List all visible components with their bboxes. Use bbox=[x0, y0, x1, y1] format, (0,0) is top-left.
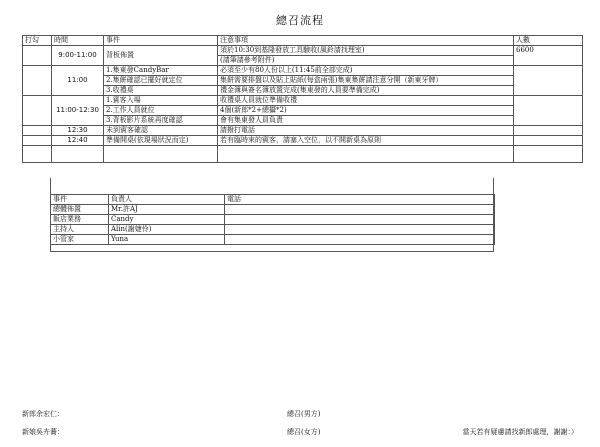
check-cell[interactable] bbox=[23, 66, 52, 96]
check-cell[interactable] bbox=[23, 126, 52, 136]
time-cell: 12:30 bbox=[52, 126, 104, 136]
note-cell: 請撥打電話 bbox=[218, 126, 514, 136]
event-cell: 2.工作人員就位 bbox=[104, 106, 218, 116]
note-cell: 必須至少有80人份以上(11:45前全部完成) bbox=[218, 66, 514, 76]
count-cell: 6600 bbox=[514, 46, 583, 66]
staff-header-phone: 電話 bbox=[225, 195, 495, 205]
check-cell[interactable] bbox=[23, 46, 52, 66]
page-title: 總召流程 bbox=[276, 14, 324, 27]
table-row bbox=[51, 205, 495, 215]
staff-phone bbox=[225, 205, 495, 215]
staff-person: Alin(謝婕伶) bbox=[109, 225, 225, 235]
note-cell: 須於10:30到基隆發放工具驗收(風鈴請找理室) bbox=[218, 46, 514, 56]
note-cell: (請筆請參考附件) bbox=[218, 56, 514, 66]
count-cell bbox=[514, 66, 583, 96]
event-cell: 1.賓客入場 bbox=[104, 96, 218, 106]
staff-phone bbox=[225, 235, 495, 245]
time-cell: 11:00 bbox=[52, 66, 104, 96]
staff-table bbox=[50, 194, 495, 245]
table-row bbox=[51, 235, 495, 245]
table-row bbox=[23, 46, 583, 56]
event-cell: 1.集東發CandyBar bbox=[104, 66, 218, 76]
header-check: 打勾 bbox=[23, 36, 52, 46]
coordinator-bride-side: 總召(女方) bbox=[287, 428, 321, 436]
staff-phone bbox=[225, 215, 495, 225]
check-cell[interactable] bbox=[23, 96, 52, 126]
check-cell[interactable] bbox=[23, 136, 52, 146]
staff-role: 小管家 bbox=[51, 235, 109, 245]
table-row bbox=[23, 106, 583, 116]
event-cell: 準備開桌(依現場狀況而定) bbox=[104, 136, 218, 146]
header-event: 事件 bbox=[104, 36, 218, 46]
table-row bbox=[23, 76, 583, 86]
schedule-header-row bbox=[23, 36, 583, 46]
staff-person: Candy bbox=[109, 215, 225, 225]
note-cell: 會有集東發人員負責 bbox=[218, 116, 514, 126]
staff-header-row bbox=[51, 195, 495, 205]
staff-header-person: 負責人 bbox=[109, 195, 225, 205]
count-cell bbox=[514, 136, 583, 146]
staff-role: 主持人 bbox=[51, 225, 109, 235]
note-cell: 收禮桌人員就位準備收禮 bbox=[218, 96, 514, 106]
event-cell bbox=[104, 146, 218, 163]
time-cell: 11:00-12:30 bbox=[52, 96, 104, 126]
time-cell: 12:40 bbox=[52, 136, 104, 146]
time-cell bbox=[52, 146, 104, 163]
table-row bbox=[23, 116, 583, 126]
note-cell: 集餅需要排盤以及貼上貼紙(每盒兩張)集東集餅請注意分開（新東牙牌） bbox=[218, 76, 514, 86]
event-cell: 背板佈置 bbox=[104, 46, 218, 66]
count-cell bbox=[514, 96, 583, 126]
note-cell: 禮金簿與簽名簿放置完成(集東發的人員要準備完成) bbox=[218, 86, 514, 96]
note-cell bbox=[218, 146, 514, 163]
time-cell: 9:00-11:00 bbox=[52, 46, 104, 66]
schedule-table bbox=[22, 35, 583, 163]
table-row bbox=[23, 126, 583, 136]
event-cell: 2.集餅確認已擺好就定位 bbox=[104, 76, 218, 86]
staff-phone bbox=[225, 225, 495, 235]
table-row bbox=[23, 136, 583, 146]
table-row bbox=[23, 86, 583, 96]
staff-person: Mr.許AJ bbox=[109, 205, 225, 215]
header-count: 人數 bbox=[514, 36, 583, 46]
staff-role: 飯店業務 bbox=[51, 215, 109, 225]
table-row bbox=[23, 146, 583, 163]
note-cell: 若有臨時來的賓客，請塞入空位，以不開新桌為原則 bbox=[218, 136, 514, 146]
staff-header-role: 事件 bbox=[51, 195, 109, 205]
count-cell bbox=[514, 126, 583, 136]
count-cell bbox=[514, 146, 583, 163]
footer-note: 當天若有疑慮請找新郎處理，謝謝：） bbox=[462, 428, 578, 436]
table-row bbox=[23, 66, 583, 76]
staff-person: Yuna bbox=[109, 235, 225, 245]
header-time: 時間 bbox=[52, 36, 104, 46]
event-cell: 3.收禮桌 bbox=[104, 86, 218, 96]
coordinator-groom-side: 總召(男方) bbox=[287, 410, 321, 418]
table-row bbox=[51, 225, 495, 235]
event-cell: 3.背板影片系統再度確認 bbox=[104, 116, 218, 126]
event-cell: 未到賓客確認 bbox=[104, 126, 218, 136]
bride-contact: 新娘吳卉蕎： bbox=[22, 428, 64, 436]
note-cell: 4個(新郎*2+總攝*2) bbox=[218, 106, 514, 116]
check-cell[interactable] bbox=[23, 146, 52, 163]
table-row bbox=[51, 215, 495, 225]
header-note: 注意事項 bbox=[218, 36, 514, 46]
staff-role: 總體佈置 bbox=[51, 205, 109, 215]
groom-contact: 新郎余宏仁： bbox=[22, 410, 64, 418]
table-row bbox=[23, 96, 583, 106]
